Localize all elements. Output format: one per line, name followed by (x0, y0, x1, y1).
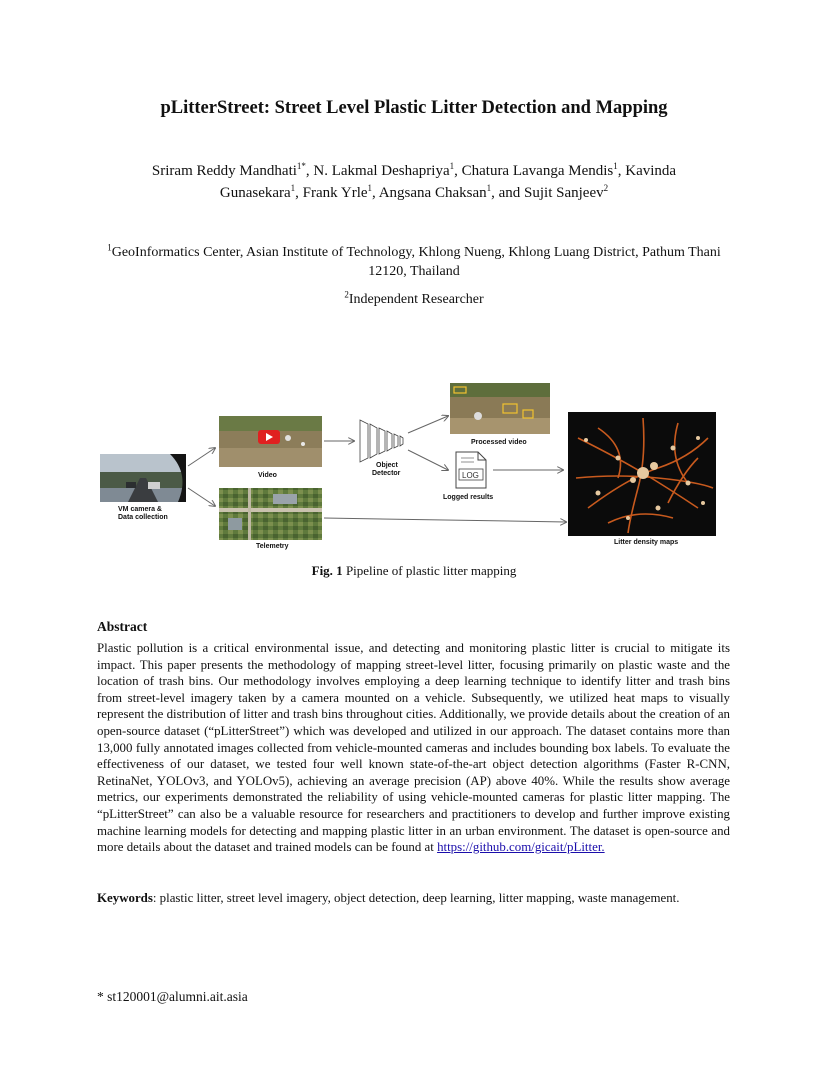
logged-label: Logged results (443, 494, 494, 501)
paper-title: pLitterStreet: Street Level Plastic Litter Detection and Mapping (160, 98, 668, 118)
svg-text:LOG: LOG (462, 471, 479, 480)
figure-caption: Fig. 1 Pipeline of plastic litter mapping (311, 563, 517, 578)
log-file-icon (456, 452, 486, 488)
processed-video-thumbnail (450, 383, 550, 434)
author-name: Sujit Sanjeev (524, 185, 604, 201)
processed-label: Processed video (471, 439, 527, 446)
abstract-heading: Abstract (97, 619, 148, 634)
pipeline-figure (98, 378, 730, 550)
video-thumbnail (219, 416, 322, 467)
detector-label: Object (376, 462, 398, 469)
telemetry-thumbnail (219, 488, 322, 540)
video-label: Video (258, 472, 277, 479)
abstract-body: Plastic pollution is a critical environmental issue, and detecting and monitoring plastic litter is crucial to mitigate its impact. This paper presents the methodology of mapping street-level litter, focusing primarily on plastic waste and the location of trash bins. Our methodology involves employing a deep learning technique to identify litter and trash bins from street-level imagery taken by a camera mounted on a vehicle. Subsequently, we utilized heat maps to visually represent the distribution of litter and trash bins throughout cities. Additionally, we provide details about the creation of an open-source dataset (“pLitterStreet”) which was developed and utilized in our approach. The dataset contains more than 13,000 fully annotated images collected from vehicle-mounted cameras and includes bounding box labels. To evaluate the effectiveness of our dataset, we tested four well known state-of-the-art object detection algorithms (Faster R-CNN, RetinaNet, YOLOv3, and YOLOv5), achieving an average precision (AP) above 40%. While the results show average metrics, our experiments demonstrated the reliability of using vehicle-mounted cameras for plastic litter mapping. The “pLitterStreet” can also be a valuable resource for researchers and practitioners to develop and further improve existing machine learning models for detecting and mapping plastic litter in an urban environment. The dataset is open-source and more details about the dataset and trained models can be found at https://github.com/gicait/pLitter. (97, 641, 730, 855)
corresponding-author-footnote: * st120001@alumni.ait.asia (97, 989, 248, 1004)
litter-density-map (568, 412, 716, 536)
author-line-1: Sriram Reddy Mandhati$^{1*}$, N. Lakmal Deshapriya$^1$, Chatura Lavanga Mendis$^1$, Kavinda (151, 161, 677, 179)
author-list (110, 160, 718, 204)
pipeline-diagram (98, 378, 730, 550)
camera-photo (100, 454, 186, 502)
affiliation-1: $^1$GeoInformatics Center, Asian Institute of Technology, Khlong Nueng, Khlong Luang District, Pathum Thani 12120, Thailand (107, 242, 721, 279)
camera-label: VM camera & (118, 506, 162, 513)
keywords-label: Keywords (97, 891, 153, 905)
detector-icon (360, 420, 403, 462)
telemetry-label: Telemetry (256, 543, 289, 550)
author-name: Chatura Lavanga Mendis (461, 163, 614, 179)
camera-label-2: Data collection (118, 514, 168, 521)
density-map-label: Litter density maps (614, 539, 679, 546)
author-name: N. Lakmal Deshapriya (313, 163, 450, 179)
author-name: Angsana Chaksan (378, 185, 487, 201)
github-link[interactable]: https://github.com/gicait/pLitter. (437, 840, 605, 855)
author-name: Frank Yrle (302, 185, 368, 201)
keywords: Keywords: plastic litter, street level imagery, object detection, deep learning, litter mapping, waste management. (97, 891, 680, 905)
author-line-2: Gunasekara$^1$, Frank Yrle$^1$, Angsana Chaksan$^1$, and Sujit Sanjeev$^2$ (219, 183, 609, 201)
author-name: Sriram Reddy Mandhati (151, 163, 297, 179)
author-name: Gunasekara (219, 185, 291, 201)
detector-label-2: Detector (372, 470, 401, 477)
affiliation-2: $^2$Independent Researcher (344, 289, 484, 307)
figure-caption-label: Fig. 1 (311, 563, 343, 578)
